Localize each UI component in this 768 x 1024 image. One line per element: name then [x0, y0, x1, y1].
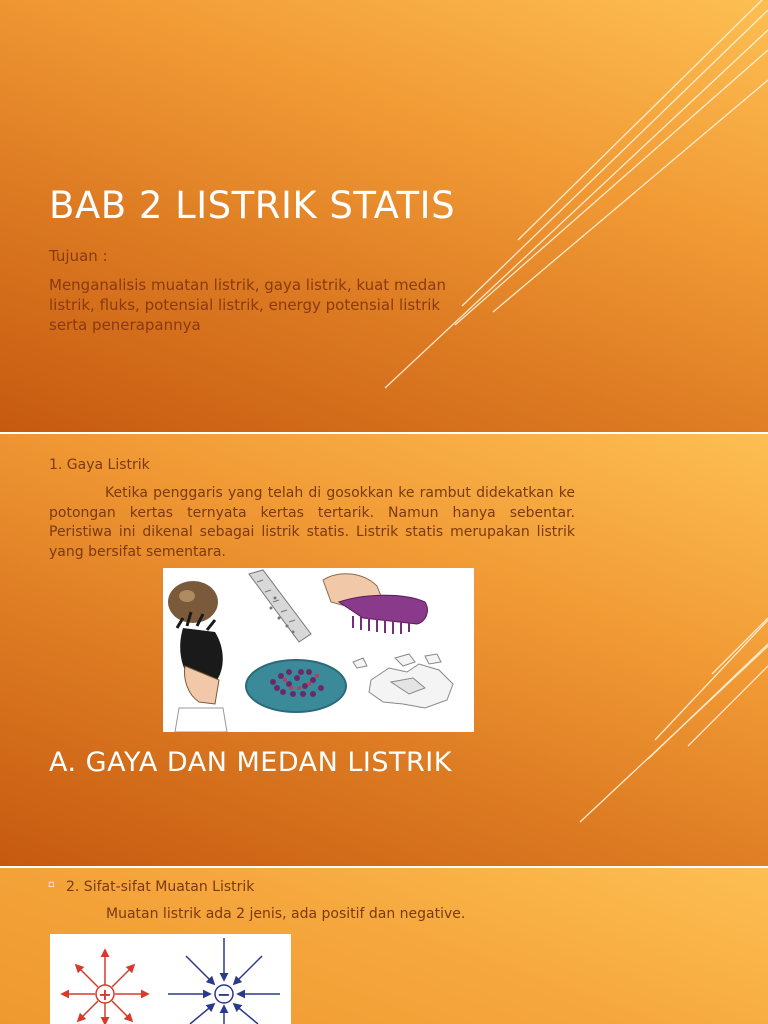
slide-2	[0, 434, 768, 866]
comb-image	[323, 574, 427, 634]
positive-symbol: +	[98, 985, 112, 1004]
objective-label: Tujuan :	[49, 247, 108, 265]
negative-symbol: −	[217, 985, 231, 1004]
section-paragraph: Ketika penggaris yang telah di gosokkan ke rambut didekatkan ke potongan kertas ternyata kertas tertarik. Namun hanya sebentar. Peristiwa ini dikenal sebagai listrik statis. Listrik statis merupakan listrik yang bersifat sementara.	[49, 485, 575, 560]
ruler-image	[249, 570, 311, 642]
slide-title: BAB 2 LISTRIK STATIS	[49, 184, 456, 227]
slide-3	[0, 868, 768, 1024]
static-electricity-illustration	[163, 568, 474, 732]
section-paragraph: Muatan listrik ada 2 jenis, ada positif dan negative.	[106, 906, 466, 922]
balloon-hair-image	[168, 581, 227, 732]
particle-dish-image	[246, 660, 346, 712]
chapter-title: A. GAYA DAN MEDAN LISTRIK	[49, 747, 452, 778]
bullet-icon: ▫	[48, 879, 55, 890]
paper-pieces-image	[353, 654, 453, 708]
charge-field-diagram	[50, 934, 291, 1024]
objective-text: Menganalisis muatan listrik, gaya listrik, kuat medan listrik, fluks, potensial listrik, energy potensial listrik serta penerapannya	[49, 276, 447, 334]
section-heading: 2. Sifat-sifat Muatan Listrik	[66, 879, 255, 895]
section-heading: 1. Gaya Listrik	[49, 457, 150, 473]
negative-charge	[168, 938, 280, 1024]
slide-1	[0, 0, 768, 432]
